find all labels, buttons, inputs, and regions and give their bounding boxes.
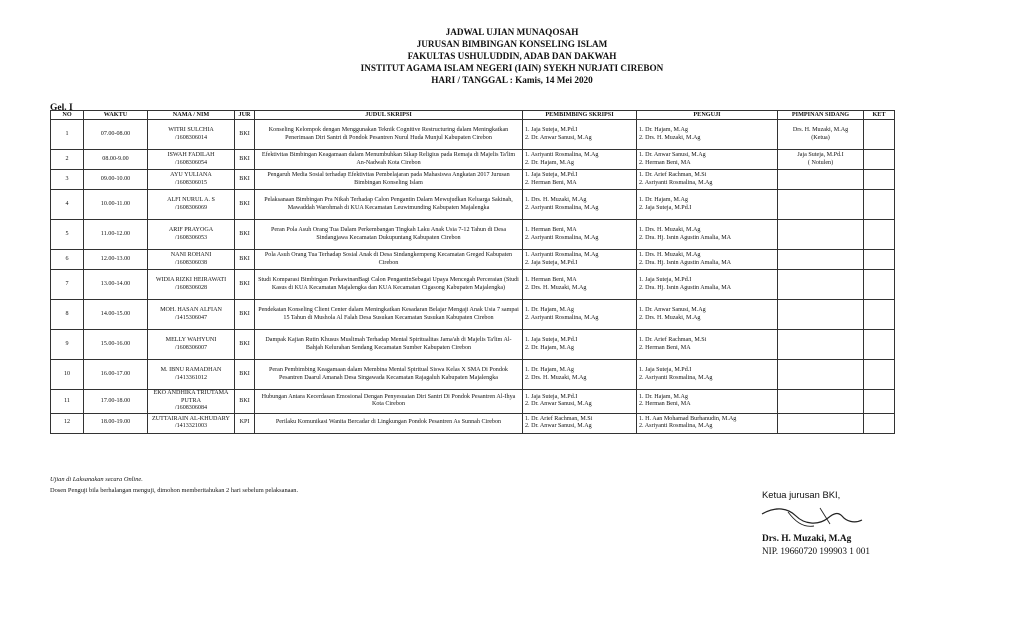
supervisor-1: 1. Dr. Hajam, M.Ag — [525, 306, 574, 313]
student-name: WIDIA RIZKI HEIRAWATI — [155, 276, 227, 283]
examiner-2: 2. Dra. Hj. Isnin Agustin Amalia, MA — [639, 284, 732, 291]
examiner-2: 2. Asriyanti Rosmalina, M.Ag — [639, 179, 713, 186]
signatory-nip: NIP. 19660720 199903 1 001 — [762, 546, 870, 556]
cell-judul: Konseling Kelompok dengan Menggunakan Teknik Cognitive Restructuring dalam Meningkatkan Penerimaan Diri Santri di Pondok Pesantren Nurul Huda Munjul Kabupaten Cirebon — [255, 120, 523, 150]
cell-waktu: 07.00-08.00 — [84, 120, 148, 150]
col-judul-skripsi: JUDUL SKRIPSI — [255, 111, 523, 120]
cell-jur: BKI — [235, 120, 255, 150]
cell-pembimbing — [523, 250, 637, 270]
cell-no: 4 — [51, 190, 84, 220]
cell-waktu: 11.00-12.00 — [84, 220, 148, 250]
schedule-table — [50, 110, 895, 434]
cell-judul: Peran Pola Asuh Orang Tua Dalam Perkembangan Tingkah Laku Anak Usia 7-12 Tahun di Desa Sindangjawa Kecamatan Dukupuntang Kabupaten Cirebon — [255, 220, 523, 250]
header-faculty: FAKULTAS USHULUDDIN, ADAB DAN DAKWAH — [407, 51, 617, 61]
cell-jur: BKI — [235, 220, 255, 250]
cell-no: 2 — [51, 150, 84, 170]
cell-penguji — [637, 120, 778, 150]
cell-judul: Hubungan Antara Kecerdasan Emosional Dengan Penyesuaian Diri Santri Di Pondok Pesantren Al-Ihya Kota Cirebon — [255, 390, 523, 414]
supervisor-2: 2. Asriyanti Rosmalina, M.Ag — [525, 314, 599, 321]
cell-nama-nim — [148, 300, 235, 330]
student-name: ISWAH FADILAH — [167, 151, 215, 158]
cell-waktu: 13.00-14.00 — [84, 270, 148, 300]
student-name: EKO ANDHIKA TRIUTAMA PUTRA — [153, 390, 229, 404]
cell-jur: BKI — [235, 250, 255, 270]
student-name: NANI ROHANI — [170, 251, 212, 258]
table-row — [51, 190, 895, 220]
cell-nama-nim — [148, 170, 235, 190]
cell-penguji — [637, 330, 778, 360]
student-nim: /1413361012 — [174, 374, 208, 381]
cell-penguji — [637, 250, 778, 270]
cell-pimpinan — [778, 390, 864, 414]
supervisor-2: 2. Asriyanti Rosmalina, M.Ag — [525, 204, 599, 211]
examiner-1: 1. Dr. Anwar Sanusi, M.Ag — [639, 151, 706, 158]
header-title: JADWAL UJIAN MUNAQOSAH — [445, 27, 579, 37]
examiner-note: Dosen Penguji bila berhalangan menguji, dimohon memberitahukan 2 hari sebelum pelaksanaan. — [50, 487, 299, 494]
examiner-2: 2. Herman Beni, MA — [639, 401, 691, 408]
table-row — [51, 120, 895, 150]
student-name: MELLY WAHYUNI — [165, 336, 217, 343]
cell-pembimbing — [523, 390, 637, 414]
cell-waktu: 18.00-19.00 — [84, 413, 148, 433]
cell-nama-nim — [148, 150, 235, 170]
cell-jur: BKI — [235, 170, 255, 190]
col-nama-nim: NAMA / NIM — [148, 111, 235, 120]
supervisor-1: 1. Jaja Suteja, M.Pd.I — [525, 393, 578, 400]
table-row — [51, 250, 895, 270]
supervisor-2: 2. Dr. Anwar Sanusi, M.Ag — [525, 423, 592, 430]
examiner-1: 1. Dr. Hajam, M.Ag — [639, 196, 688, 203]
student-nim: /1608306084 — [174, 405, 208, 412]
student-nim: /1608306014 — [174, 134, 208, 141]
table-row — [51, 330, 895, 360]
cell-pimpinan — [778, 150, 864, 170]
cell-nama-nim — [148, 190, 235, 220]
supervisor-2: 2. Drs. H. Muzaki, M.Ag — [525, 284, 587, 291]
examiner-2: 2. Asriyanti Rosmalina, M.Ag — [639, 374, 713, 381]
cell-ket — [864, 300, 895, 330]
cell-no: 5 — [51, 220, 84, 250]
examiner-2: 2. Jaja Suteja, M.Pd.I — [639, 204, 692, 211]
cell-waktu: 14.00-15.00 — [84, 300, 148, 330]
table-row — [51, 220, 895, 250]
signatory-name: Drs. H. Muzaki, M.Ag — [762, 534, 852, 544]
cell-no: 8 — [51, 300, 84, 330]
table-row — [51, 150, 895, 170]
student-name: WITRI SULCHIA — [168, 126, 214, 133]
cell-ket — [864, 390, 895, 414]
table-header-row — [51, 111, 895, 120]
examiner-1: 1. Dr. Anwar Sanusi, M.Ag — [639, 306, 706, 313]
student-nim: /1608306007 — [174, 344, 208, 351]
cell-ket — [864, 120, 895, 150]
cell-nama-nim — [148, 220, 235, 250]
cell-no: 11 — [51, 390, 84, 414]
examiner-1: 1. H. Aan Mohamad Burhanudin, M.Ag — [639, 415, 737, 422]
cell-pimpinan — [778, 170, 864, 190]
supervisor-2: 2. Asriyanti Rosmalina, M.Ag — [525, 234, 599, 241]
table-row — [51, 360, 895, 390]
cell-ket — [864, 270, 895, 300]
student-nim: /1413321003 — [174, 423, 208, 430]
cell-pimpinan — [778, 413, 864, 433]
cell-jur: BKI — [235, 300, 255, 330]
table-row — [51, 390, 895, 414]
cell-ket — [864, 413, 895, 433]
cell-judul: Efektivitas Bimbingan Keagamaan dalam Menumbuhkan Sikap Religius pada Remaja di Majelis Ta'lim An-Nadwah Kota Cirebon — [255, 150, 523, 170]
supervisor-2: 2. Dr. Anwar Sanusi, M.Ag — [525, 134, 592, 141]
examiner-2: 2. Drs. H. Muzaki, M.Ag — [639, 134, 701, 141]
signature-title: Ketua jurusan BKI, — [762, 489, 841, 500]
cell-pimpinan — [778, 330, 864, 360]
supervisor-1: 1. Asriyanti Rosmalina, M.Ag — [525, 151, 599, 158]
online-note: Ujian di Laksanakan secara Online. — [50, 476, 143, 483]
cell-penguji — [637, 360, 778, 390]
header-institute: INSTITUT AGAMA ISLAM NEGERI (IAIN) SYEKH NURJATI CIREBON — [360, 63, 664, 73]
table-body — [51, 120, 895, 434]
cell-pembimbing — [523, 300, 637, 330]
cell-jur: BKI — [235, 190, 255, 220]
student-name: AYU YULIANA — [170, 171, 212, 178]
cell-pimpinan — [778, 250, 864, 270]
cell-jur: BKI — [235, 150, 255, 170]
cell-nama-nim — [148, 270, 235, 300]
supervisor-1: 1. Jaja Suteja, M.Pd.I — [525, 336, 578, 343]
chair-name: Drs. H. Muzaki, M.Ag — [792, 126, 849, 133]
table-row — [51, 300, 895, 330]
handwritten-signature — [758, 500, 878, 534]
cell-waktu: 17.00-18.00 — [84, 390, 148, 414]
cell-penguji — [637, 170, 778, 190]
cell-pembimbing — [523, 330, 637, 360]
cell-no: 6 — [51, 250, 84, 270]
cell-jur: BKI — [235, 330, 255, 360]
cell-pimpinan — [778, 190, 864, 220]
chair-name: Jaja Suteja, M.Pd.I — [797, 151, 844, 158]
cell-penguji — [637, 300, 778, 330]
examiner-1: 1. Jaja Suteja, M.Pd.I — [639, 366, 692, 373]
supervisor-2: 2. Drs. H. Muzaki, M.Ag — [525, 374, 587, 381]
cell-judul: Studi Komparasi Bimbingan PerkawinanBagi Calon PengantinSebagai Upaya Mencegah Perceraian (Studi Kasus di KUA Kecamatan Majalengka dan KUA Kecamatan Cigasong Kabupaten Majalengka) — [255, 270, 523, 300]
student-name: ZUTTAIRAIN AL-KHUDARY — [152, 415, 230, 422]
col-ket: KET — [864, 111, 895, 120]
table-row — [51, 170, 895, 190]
examiner-1: 1. Jaja Suteja, M.Pd.I — [639, 276, 692, 283]
cell-no: 1 — [51, 120, 84, 150]
cell-no: 3 — [51, 170, 84, 190]
supervisor-1: 1. Jaja Suteja, M.Pd.I — [525, 126, 578, 133]
header-department: JURUSAN BIMBINGAN KONSELING ISLAM — [416, 39, 608, 49]
cell-jur: KPI — [235, 413, 255, 433]
cell-jur: BKI — [235, 270, 255, 300]
col-pembimbing: PEMBIMBING SKRIPSI — [523, 111, 637, 120]
document-header — [0, 26, 1024, 86]
cell-no: 12 — [51, 413, 84, 433]
cell-waktu: 10.00-11.00 — [84, 190, 148, 220]
supervisor-1: 1. Jaja Suteja, M.Pd.I — [525, 171, 578, 178]
supervisor-1: 1. Herman Beni, MA — [525, 226, 577, 233]
supervisor-2: 2. Herman Beni, MA — [525, 179, 577, 186]
student-nim: /1415306047 — [174, 314, 208, 321]
cell-nama-nim — [148, 330, 235, 360]
examiner-2: 2. Drs. H. Muzaki, M.Ag — [639, 314, 701, 321]
chair-role: (Ketua) — [811, 134, 830, 141]
supervisor-2: 2. Dr. Hajam, M.Ag — [525, 159, 574, 166]
cell-judul: Peran Pembimbing Keagamaan dalam Membina Mental Spiritual Siswa Kelas X SMA Di Pondok Pesantren Daarul Amanah Desa Singawada Kecamatan Rajagaluh Kabupaten Majalengka — [255, 360, 523, 390]
cell-ket — [864, 190, 895, 220]
cell-pembimbing — [523, 150, 637, 170]
cell-ket — [864, 330, 895, 360]
cell-penguji — [637, 270, 778, 300]
examiner-1: 1. Drs. H. Muzaki, M.Ag — [639, 226, 701, 233]
chair-role: ( Notulen) — [807, 159, 834, 166]
cell-pembimbing — [523, 190, 637, 220]
student-nim: /1608306015 — [174, 179, 208, 186]
cell-pimpinan — [778, 220, 864, 250]
student-nim: /1608306054 — [174, 159, 208, 166]
header-date: HARI / TANGGAL : Kamis, 14 Mei 2020 — [431, 75, 593, 85]
student-nim: /1608306028 — [174, 284, 208, 291]
cell-ket — [864, 150, 895, 170]
student-name: M. IBNU RAMADHAN — [160, 366, 222, 373]
cell-judul: Dampak Kajian Rutin Khusus Muslimah Terhadap Mental Spiritualitas Jama'ah di Majelis Ta'lim Al-Bahjah Kelurahan Sendang Kecamatan Sumber Kabupaten Cirebon — [255, 330, 523, 360]
supervisor-1: 1. Dr. Arief Rachman, M.Si — [525, 415, 593, 422]
session-label: Gel. I — [50, 103, 73, 113]
examiner-1: 1. Dr. Hajam, M.Ag — [639, 126, 688, 133]
cell-judul: Pendekatan Konseling Client Center dalam Meningkatkan Kesadaran Belajar Mengaji Anak Usia 7 sampai 15 Tahun di Mushola Al Falah Desa Susukan Kecamatan Susukan Kabupaten Cirebon — [255, 300, 523, 330]
cell-judul: Perilaku Komunikasi Wanita Bercadar di Lingkungan Pondok Pesantren As Sunnah Cirebon — [255, 413, 523, 433]
col-pimpinan-sidang: PIMPINAN SIDANG — [778, 111, 864, 120]
cell-nama-nim — [148, 250, 235, 270]
cell-pembimbing — [523, 220, 637, 250]
cell-ket — [864, 170, 895, 190]
cell-penguji — [637, 220, 778, 250]
student-name: MOH. HASAN ALFIAN — [160, 306, 222, 313]
examiner-1: 1. Drs. H. Muzaki, M.Ag — [639, 251, 701, 258]
cell-nama-nim — [148, 413, 235, 433]
cell-penguji — [637, 150, 778, 170]
col-waktu: WAKTU — [84, 111, 148, 120]
cell-waktu: 12.00-13.00 — [84, 250, 148, 270]
cell-pembimbing — [523, 270, 637, 300]
cell-no: 7 — [51, 270, 84, 300]
student-nim: /1608306069 — [174, 204, 208, 211]
cell-pembimbing — [523, 413, 637, 433]
supervisor-1: 1. Dr. Hajam, M.Ag — [525, 366, 574, 373]
table-row — [51, 270, 895, 300]
cell-jur: BKI — [235, 390, 255, 414]
examiner-2: 2. Herman Beni, MA — [639, 344, 691, 351]
col-jur: JUR — [235, 111, 255, 120]
cell-penguji — [637, 190, 778, 220]
examiner-2: 2. Asriyanti Rosmalina, M.Ag — [639, 423, 713, 430]
cell-ket — [864, 360, 895, 390]
cell-waktu: 15.00-16.00 — [84, 330, 148, 360]
supervisor-2: 2. Dr. Anwar Sanusi, M.Ag — [525, 401, 592, 408]
cell-penguji — [637, 390, 778, 414]
cell-waktu: 09.00-10.00 — [84, 170, 148, 190]
student-nim: /1608306053 — [174, 234, 208, 241]
examiner-2: 2. Dra. Hj. Isnin Agustin Amalia, MA — [639, 259, 732, 266]
cell-ket — [864, 220, 895, 250]
cell-judul: Pelaksanaan Bimbingan Pra Nikah Terhadap Calon Pengantin Dalam Mewujudkan Keluarga Sakinah, Mawaddah Warohmah di KUA Kecamatan Leuwimunding Kabupaten Majalengka — [255, 190, 523, 220]
supervisor-1: 1. Asriyanti Rosmalina, M.Ag — [525, 251, 599, 258]
cell-judul: Pengaruh Media Sosial terhadap Efektivitas Pembelajaran pada Mahasiswa Angkatan 2017 Jurusan Bimbingan Konseling Islam — [255, 170, 523, 190]
supervisor-2: 2. Dr. Hajam, M.Ag — [525, 344, 574, 351]
student-name: ARIF PRAYOGA — [168, 226, 214, 233]
cell-pimpinan — [778, 300, 864, 330]
cell-no: 10 — [51, 360, 84, 390]
cell-nama-nim — [148, 360, 235, 390]
examiner-2: 2. Herman Beni, MA — [639, 159, 691, 166]
col-no: NO — [51, 111, 84, 120]
col-penguji: PENGUJI — [637, 111, 778, 120]
supervisor-1: 1. Herman Beni, MA — [525, 276, 577, 283]
cell-pimpinan — [778, 120, 864, 150]
student-name: ALFI NURUL A. S — [167, 196, 215, 203]
cell-pimpinan — [778, 270, 864, 300]
cell-judul: Pola Asuh Orang Tua Terhadap Sosial Anak di Desa Sindangkempeng Kecamatan Greged Kabupaten Cirebon — [255, 250, 523, 270]
cell-pembimbing — [523, 120, 637, 150]
cell-jur: BKI — [235, 360, 255, 390]
examiner-1: 1. Dr. Hajam, M.Ag — [639, 393, 688, 400]
cell-pembimbing — [523, 360, 637, 390]
examiner-1: 1. Dr. Arief Rachman, M.Si — [639, 171, 707, 178]
examiner-1: 1. Dr. Arief Rachman, M.Si — [639, 336, 707, 343]
student-nim: /1608306038 — [174, 259, 208, 266]
cell-nama-nim — [148, 390, 235, 414]
supervisor-2: 2. Jaja Suteja, M.Pd.I — [525, 259, 578, 266]
cell-waktu: 16.00-17.00 — [84, 360, 148, 390]
cell-penguji — [637, 413, 778, 433]
examiner-2: 2. Dra. Hj. Isnin Agustin Amalia, MA — [639, 234, 732, 241]
cell-waktu: 08.00-9.00 — [84, 150, 148, 170]
cell-nama-nim — [148, 120, 235, 150]
cell-no: 9 — [51, 330, 84, 360]
supervisor-1: 1. Drs. H. Muzaki, M.Ag — [525, 196, 587, 203]
cell-pembimbing — [523, 170, 637, 190]
table-row — [51, 413, 895, 433]
cell-ket — [864, 250, 895, 270]
cell-pimpinan — [778, 360, 864, 390]
